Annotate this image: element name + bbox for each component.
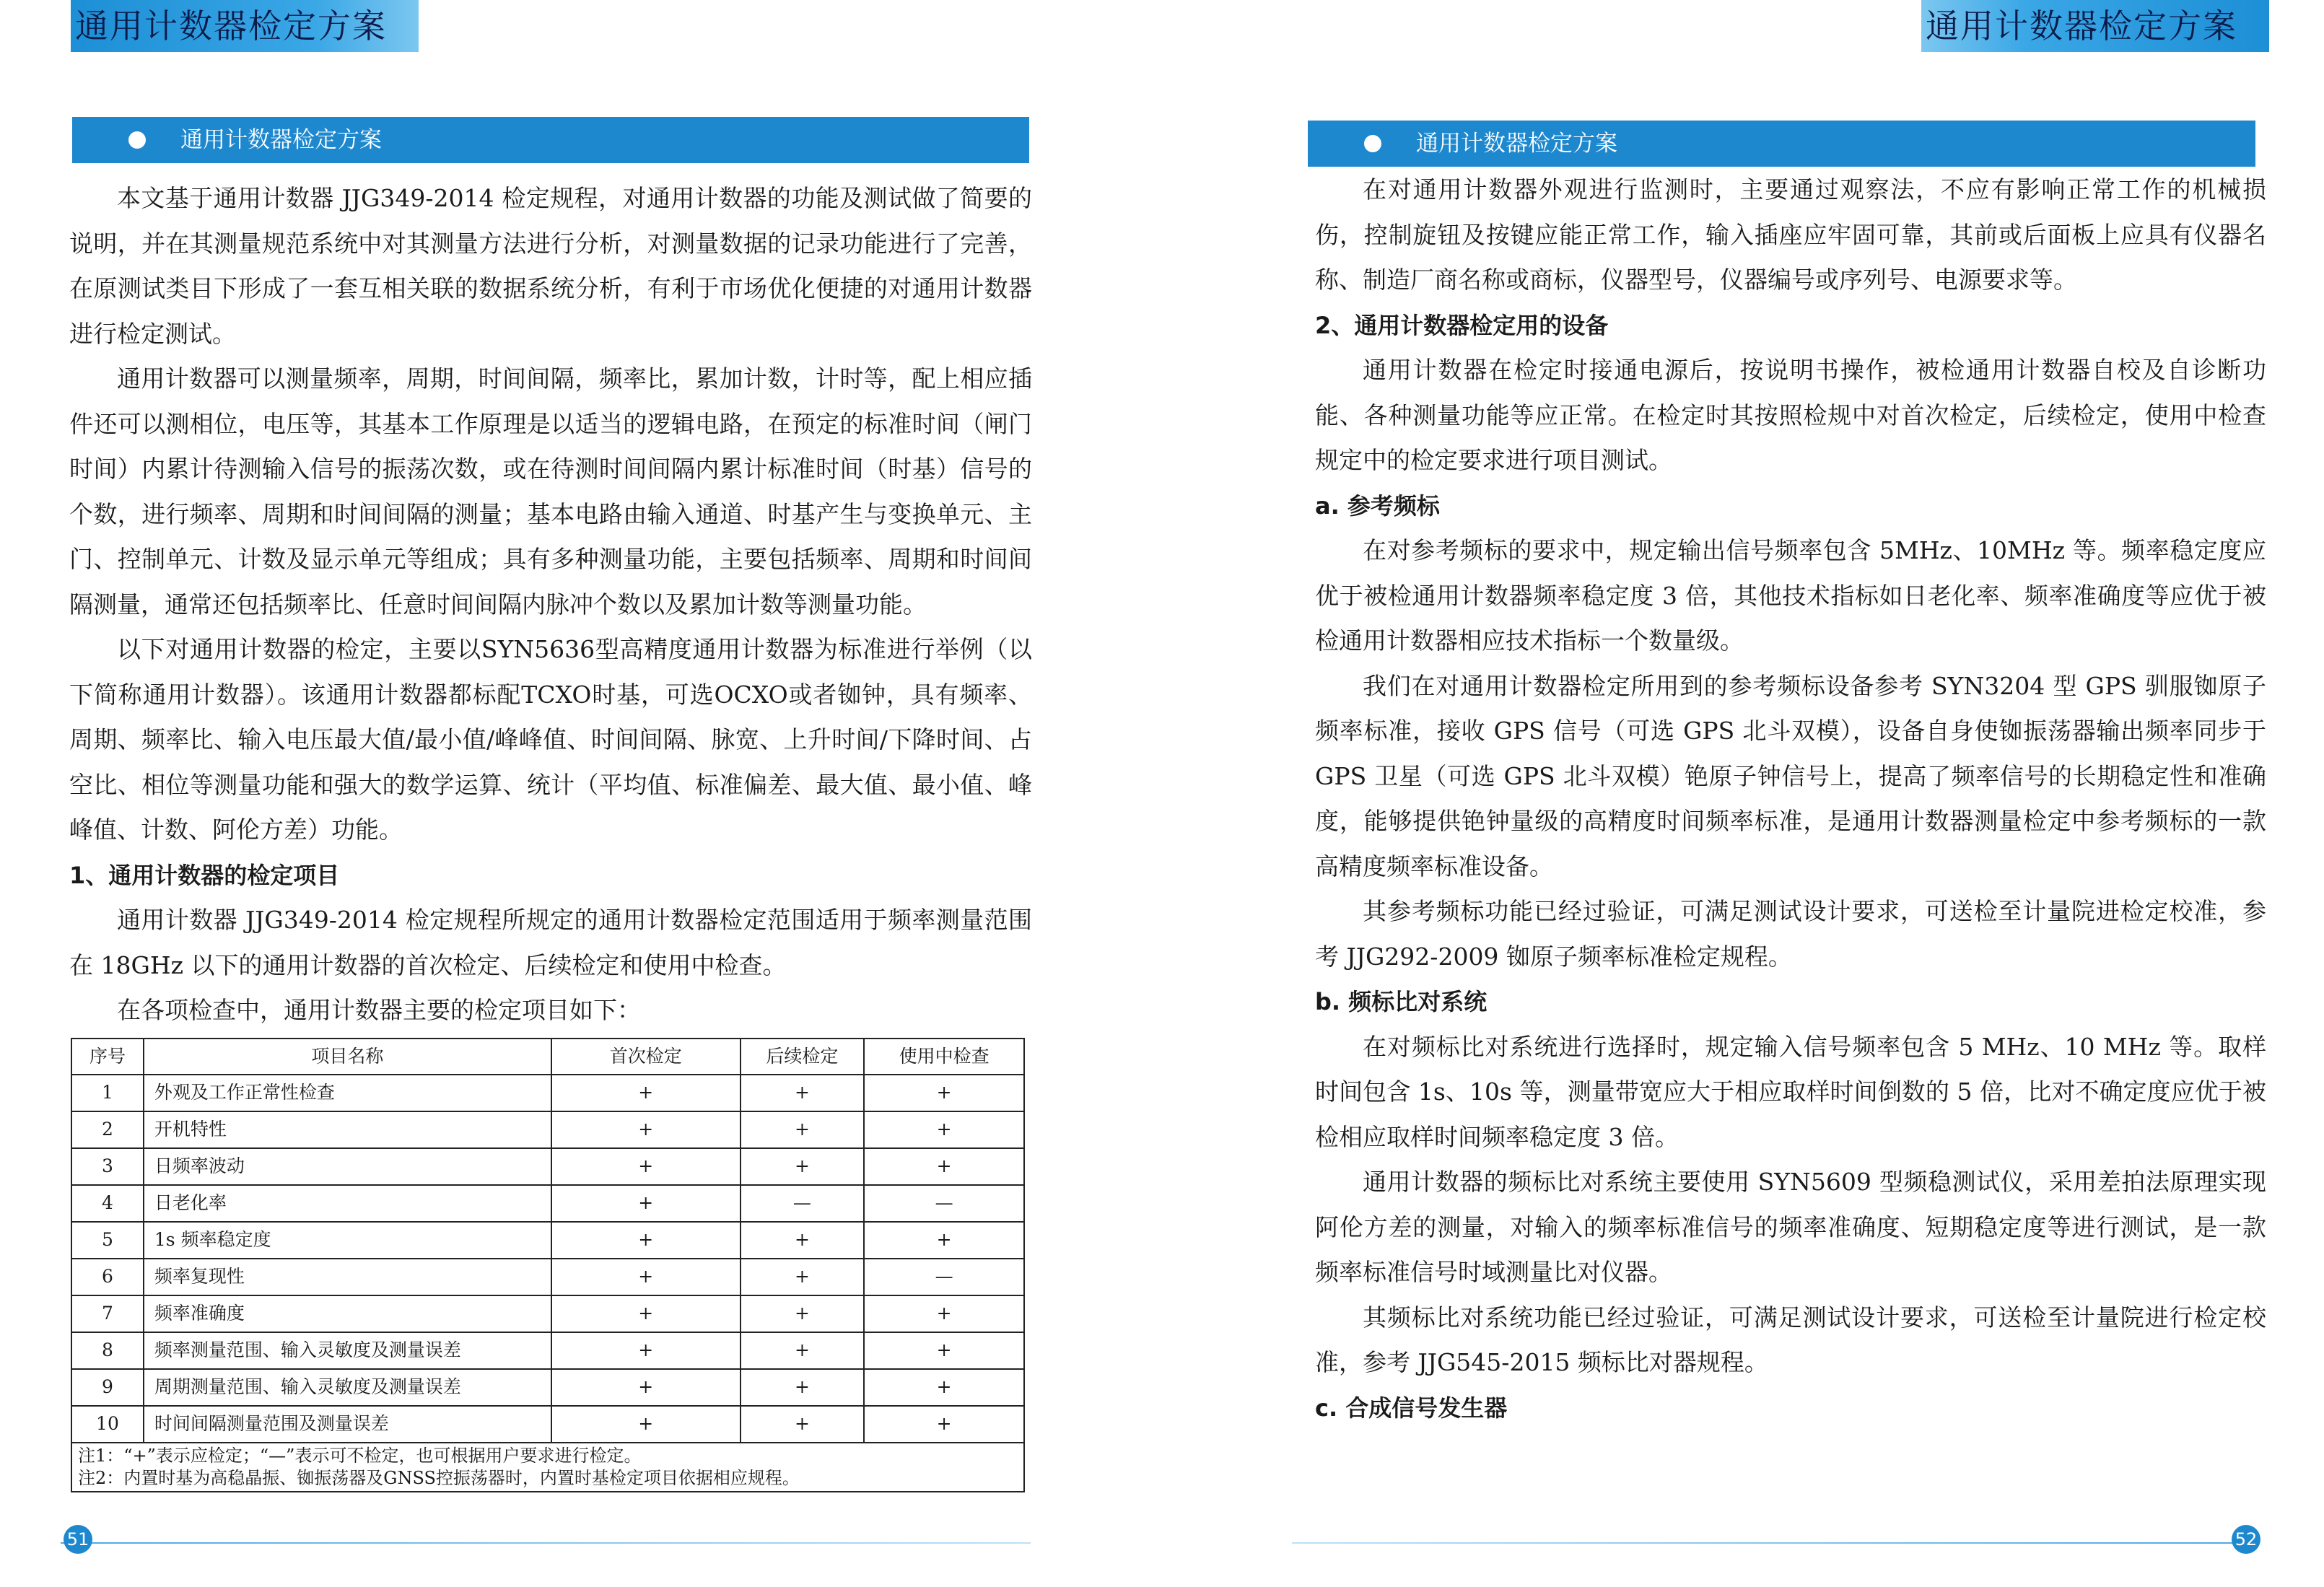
- section-bar-label: 通用计数器检定方案: [180, 127, 382, 153]
- table-cell: 5: [71, 1222, 144, 1259]
- section-heading: 1、通用计数器的检定项目: [69, 861, 340, 889]
- table-cell: +: [864, 1295, 1024, 1332]
- left-content: [69, 176, 1032, 1492]
- table-row: [71, 1185, 1024, 1222]
- table-cell: +: [551, 1406, 741, 1443]
- table-intro: 在各项检查中，通用计数器主要的检定项目如下：: [117, 996, 641, 1024]
- table-row: [71, 1148, 1024, 1185]
- right-content: [1315, 167, 2266, 1430]
- table-cell: +: [741, 1332, 865, 1369]
- table-cell: 频率测量范围、输入灵敏度及测量误差: [144, 1332, 551, 1369]
- table-cell: 2: [71, 1111, 144, 1148]
- table-cell: 日老化率: [144, 1185, 551, 1222]
- paragraph: 本文基于通用计数器 JJG349-2014 检定规程，对通用计数器的功能及测试做了简要的说明，并在其测量规范系统中对其测量方法进行分析，对测量数据的记录功能进行了完善，在原测试类目下形成了一套互相关联的数据系统分析，有利于市场优化便捷的对通用计数器进行检定测试。: [69, 184, 1032, 348]
- section-bar-left: [72, 117, 1029, 163]
- table-cell: 日频率波动: [144, 1148, 551, 1185]
- table-row: [71, 1406, 1024, 1443]
- paragraph: 其参考频标功能已经过验证，可满足测试设计要求，可送检至计量院进检定校准，参考 JJG292-2009 铷原子频率标准检定规程。: [1315, 897, 2266, 971]
- paragraph: 其频标比对系统功能已经过验证，可满足测试设计要求，可送检至计量院进行检定校准，参考 JJG545-2015 频标比对器规程。: [1315, 1303, 2266, 1376]
- table-row: [71, 1259, 1024, 1295]
- paragraph: 以下对通用计数器的检定，主要以SYN5636型高精度通用计数器为标准进行举例（以下简称通用计数器）。该通用计数器都标配TCXO时基，可选OCXO或者铷钟，具有频率、周期、频率比、输入电压最大值/最小值/峰峰值、时间间隔、脉宽、上升时间/下降时间、占空比、相位等测量功能和强大的数学运算、统计（平均值、标准偏差、最大值、最小值、峰峰值、计数、阿伦方差）功能。: [69, 635, 1032, 844]
- paragraph: 在对通用计数器外观进行监测时，主要通过观察法，不应有影响正常工作的机械损伤，控制旋钮及按键应能正常工作，输入插座应牢固可靠，其前或后面板上应具有仪器名称、制造厂商名称或商标，仪器型号，仪器编号或序列号、电源要求等。: [1315, 175, 2266, 294]
- table-cell: +: [864, 1369, 1024, 1406]
- table-cell: 1s 频率稳定度: [144, 1222, 551, 1259]
- table-cell: 频率复现性: [144, 1259, 551, 1295]
- table-cell: —: [864, 1185, 1024, 1222]
- table-cell: 7: [71, 1295, 144, 1332]
- table-note: 注1：“+”表示应检定；“—”表示可不检定，也可根据用户要求进行检定。: [78, 1445, 642, 1466]
- footer-line: [1292, 1542, 2245, 1544]
- table-row: [71, 1295, 1024, 1332]
- paragraph: 在对频标比对系统进行选择时，规定输入信号频率包含 5 MHz、10 MHz 等。取样时间包含 1s、10s 等，测量带宽应大于相应取样时间倒数的 5 倍，比对不确定度应优于被检相应取样时间频率稳定度 3 倍。: [1315, 1032, 2266, 1151]
- table-row: [71, 1369, 1024, 1406]
- table-cell: +: [864, 1075, 1024, 1111]
- table-cell: 4: [71, 1185, 144, 1222]
- table-cell: +: [864, 1406, 1024, 1443]
- table-cell: —: [741, 1185, 865, 1222]
- table-cell: 开机特性: [144, 1111, 551, 1148]
- table-cell: +: [551, 1185, 741, 1222]
- table-cell: +: [864, 1222, 1024, 1259]
- table-header-cell: 后续检定: [741, 1039, 865, 1075]
- table-header-row: [71, 1039, 1024, 1075]
- table-cell: +: [551, 1332, 741, 1369]
- right-page: [1162, 0, 2324, 1587]
- bullet-dot-icon: [128, 131, 146, 149]
- paragraph: 通用计数器可以测量频率，周期，时间间隔，频率比，累加计数，计时等，配上相应插件还可以测相位，电压等，其基本工作原理是以适当的逻辑电路，在预定的标准时间（闸门时间）内累计待测输入信号的振荡次数，或在待测时间间隔内累计标准时间（时基）信号的个数，进行频率、周期和时间间隔的测量；基本电路由输入通道、时基产生与变换单元、主门、控制单元、计数及显示单元等组成；具有多种测量功能，主要包括频率、周期和时间间隔测量，通常还包括频率比、任意时间间隔内脉冲个数以及累加计数等测量功能。: [69, 364, 1032, 618]
- table-cell: +: [741, 1295, 865, 1332]
- table-cell: 6: [71, 1259, 144, 1295]
- table-note: 注2：内置时基为高稳晶振、铷振荡器及GNSS控振荡器时，内置时基检定项目依据相应规程。: [78, 1467, 800, 1488]
- table-cell: +: [551, 1369, 741, 1406]
- table-notes: [71, 1443, 1024, 1492]
- paragraph: 在对参考频标的要求中，规定输出信号频率包含 5MHz、10MHz 等。频率稳定度应优于被检通用计数器频率稳定度 3 倍，其他技术指标如日老化率、频率准确度等应优于被检通用计数器相应技术指标一个数量级。: [1315, 536, 2266, 655]
- table-cell: +: [741, 1369, 865, 1406]
- table-row: [71, 1222, 1024, 1259]
- table-row: [71, 1075, 1024, 1111]
- table-cell: 频率准确度: [144, 1295, 551, 1332]
- table-cell: +: [551, 1148, 741, 1185]
- table-header-cell: 项目名称: [144, 1039, 551, 1075]
- subsection-heading: a. 参考频标: [1315, 491, 1440, 520]
- table-cell: 周期测量范围、输入灵敏度及测量误差: [144, 1369, 551, 1406]
- table-cell: +: [741, 1406, 865, 1443]
- paragraph: 通用计数器 JJG349-2014 检定规程所规定的通用计数器检定范围适用于频率测量范围在 18GHz 以下的通用计数器的首次检定、后续检定和使用中检查。: [69, 906, 1032, 979]
- table-cell: 时间间隔测量范围及测量误差: [144, 1406, 551, 1443]
- table-cell: +: [864, 1111, 1024, 1148]
- table-header-cell: 序号: [71, 1039, 144, 1075]
- table-cell: +: [551, 1111, 741, 1148]
- paragraph: 通用计数器在检定时接通电源后，按说明书操作，被检通用计数器自校及自诊断功能、各种测量功能等应正常。在检定时其按照检规中对首次检定，后续检定，使用中检查规定中的检定要求进行项目测试。: [1315, 356, 2266, 474]
- table-cell: +: [741, 1148, 865, 1185]
- page-number-badge: 51: [64, 1525, 92, 1554]
- table-cell: +: [741, 1259, 865, 1295]
- footer-line: [61, 1542, 1031, 1544]
- table-cell: +: [551, 1259, 741, 1295]
- table-cell: 8: [71, 1332, 144, 1369]
- table-cell: 9: [71, 1369, 144, 1406]
- table-note-row: [71, 1443, 1024, 1492]
- table-cell: +: [864, 1332, 1024, 1369]
- table-header-cell: 使用中检查: [864, 1039, 1024, 1075]
- section-heading: 2、通用计数器检定用的设备: [1315, 311, 1609, 339]
- table-cell: 1: [71, 1075, 144, 1111]
- table-cell: 10: [71, 1406, 144, 1443]
- table-cell: +: [551, 1222, 741, 1259]
- inspection-items-table: [71, 1038, 1025, 1492]
- running-header-left: 通用计数器检定方案: [71, 0, 419, 52]
- subsection-heading: b. 频标比对系统: [1315, 988, 1488, 1015]
- table-cell: +: [741, 1111, 865, 1148]
- page-number-badge: 52: [2232, 1525, 2260, 1554]
- table-cell: —: [864, 1259, 1024, 1295]
- table-cell: 3: [71, 1148, 144, 1185]
- table-cell: +: [864, 1148, 1024, 1185]
- table-cell: +: [741, 1222, 865, 1259]
- table-row: [71, 1332, 1024, 1369]
- table-cell: +: [551, 1295, 741, 1332]
- table-header-cell: 首次检定: [551, 1039, 741, 1075]
- section-bar-label: 通用计数器检定方案: [1416, 131, 1617, 157]
- running-header-right: 通用计数器检定方案: [1921, 0, 2269, 52]
- subsection-heading: c. 合成信号发生器: [1315, 1394, 1508, 1422]
- table-row: [71, 1111, 1024, 1148]
- paragraph: 通用计数器的频标比对系统主要使用 SYN5609 型频稳测试仪，采用差拍法原理实现阿伦方差的测量，对输入的频率标准信号的频率准确度、短期稳定度等进行测试，是一款频率标准信号时域测量比对仪器。: [1315, 1168, 2266, 1286]
- table-cell: +: [741, 1075, 865, 1111]
- section-bar-right: [1308, 121, 2255, 167]
- paragraph: 我们在对通用计数器检定所用到的参考频标设备参考 SYN3204 型 GPS 驯服铷原子频率标准，接收 GPS 信号（可选 GPS 北斗双模），设备自身使铷振荡器输出频率同步于 GPS 卫星（可选 GPS 北斗双模）铯原子钟信号上，提高了频率信号的长期稳定性和准确度，能够提供铯钟量级的高精度时间频率标准，是通用计数器测量检定中参考频标的一款高精度频率标准设备。: [1315, 671, 2266, 880]
- table-cell: 外观及工作正常性检查: [144, 1075, 551, 1111]
- table-cell: +: [551, 1075, 741, 1111]
- bullet-dot-icon: [1364, 135, 1381, 152]
